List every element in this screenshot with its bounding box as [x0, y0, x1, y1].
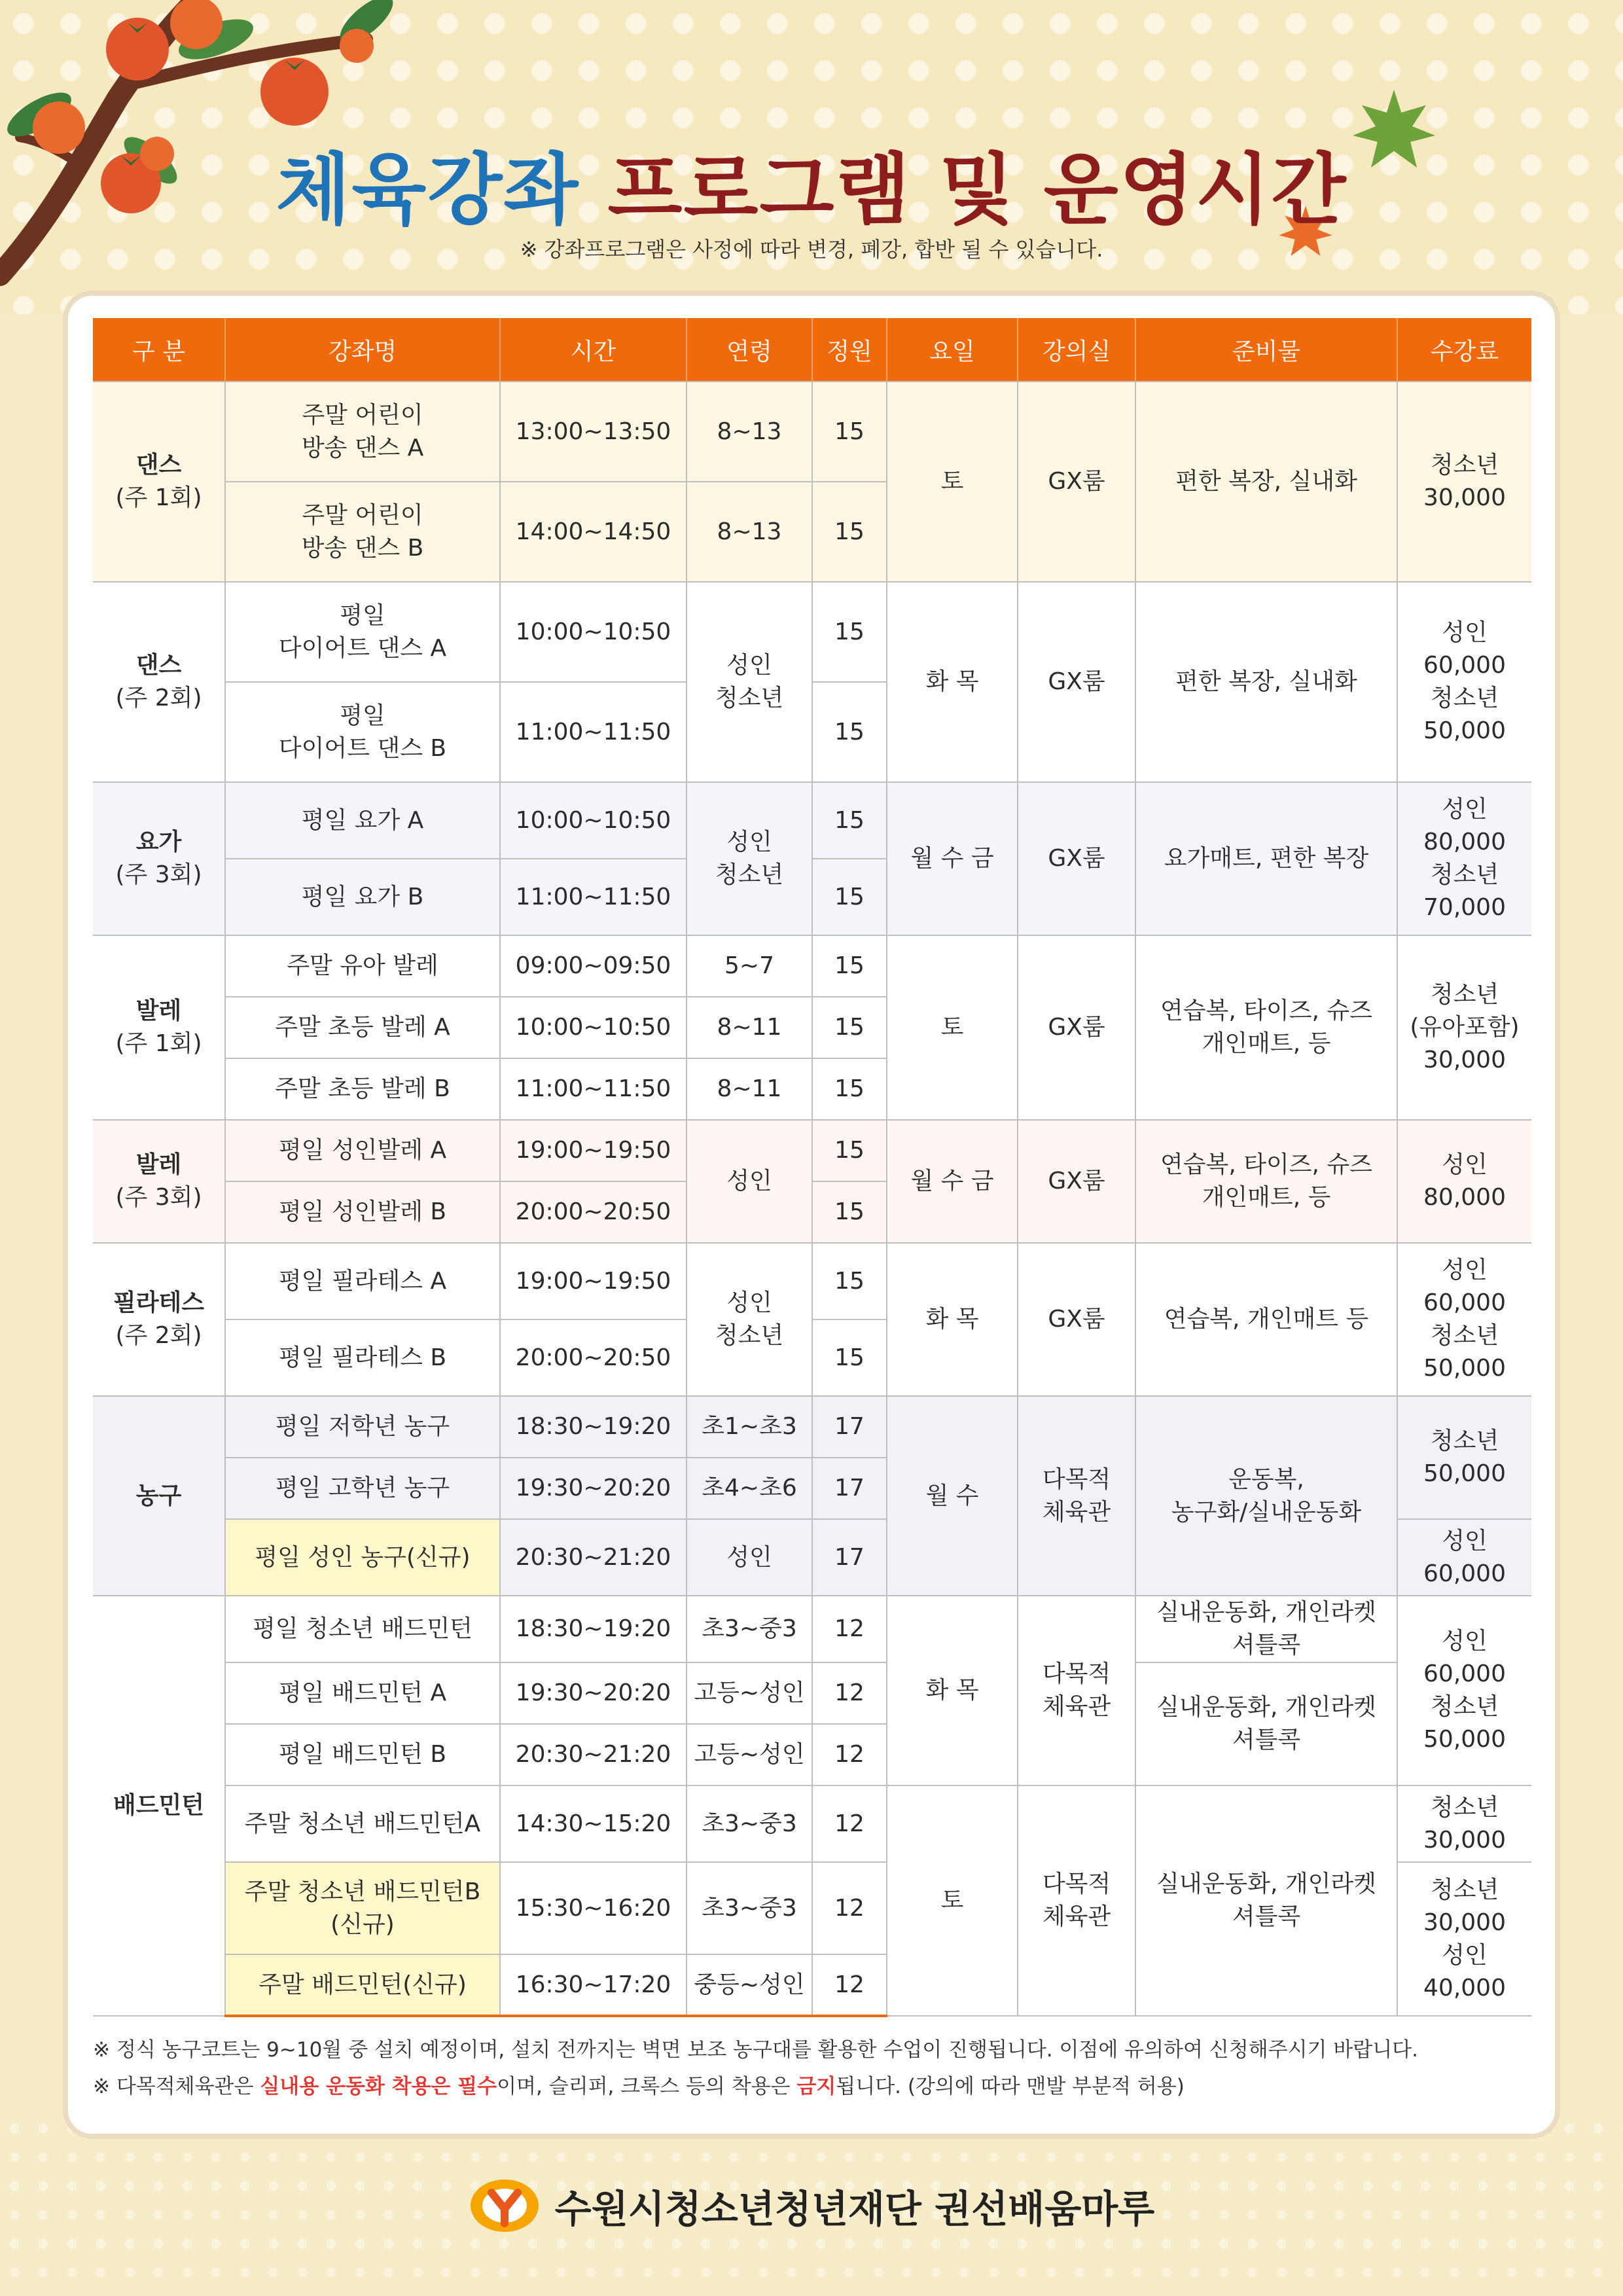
course-name: 평일 필라테스 B [225, 1319, 500, 1396]
course-capacity: 17 [812, 1458, 887, 1519]
note-basketball-court: ※ 정식 농구코트는 9~10월 중 설치 예정이며, 설치 전까지는 벽면 보조 농구대를 활용한 수업이 진행됩니다. 이점에 유의하여 신청해주시기 바랍니다. [93, 2038, 1418, 2062]
course-name: 평일 다이어트 댄스 B [225, 682, 500, 782]
course-capacity: 17 [812, 1396, 887, 1458]
course-day: 월 수 금 [887, 782, 1018, 935]
course-supplies: 연습복, 개인매트 등 [1135, 1243, 1397, 1396]
course-time: 10:00~10:50 [500, 997, 687, 1058]
course-time: 15:30~16:20 [500, 1862, 687, 1954]
course-name: 평일 배드민턴 A [225, 1662, 500, 1724]
course-time: 14:00~14:50 [500, 482, 687, 582]
course-capacity: 15 [812, 482, 887, 582]
category-cell [93, 782, 225, 935]
course-age: 성인 청소년 [687, 582, 812, 782]
course-capacity: 15 [812, 1120, 887, 1181]
course-fee: 청소년 30,000 성인 40,000 [1397, 1862, 1531, 2016]
course-age: 8~11 [687, 1058, 812, 1120]
category-name: 발레 [135, 997, 182, 1024]
course-capacity: 12 [812, 1662, 887, 1724]
category-cell [93, 1396, 225, 1596]
course-day: 월 수 [887, 1396, 1018, 1596]
course-supplies: 실내운동화, 개인라켓 셔틀콕 [1135, 1662, 1397, 1785]
course-fee: 성인 80,000 [1397, 1120, 1531, 1243]
note2-text-c: 됩니다. (강의에 따라 맨발 부분적 허용) [836, 2075, 1185, 2098]
course-age: 8~13 [687, 382, 812, 482]
course-supplies: 요가매트, 편한 복장 [1135, 782, 1397, 935]
course-room: GX룸 [1018, 935, 1135, 1120]
category-name: 발레 [135, 1151, 182, 1178]
course-supplies: 연습복, 타이즈, 슈즈 개인매트, 등 [1135, 935, 1397, 1120]
page-subtitle: ※ 강좌프로그램은 사정에 따라 변경, 폐강, 합반 될 수 있습니다. [520, 237, 1103, 262]
category-cell [93, 382, 225, 582]
notes-section [93, 2032, 1531, 2105]
course-fee: 청소년 30,000 [1397, 382, 1531, 582]
course-time: 20:30~21:20 [500, 1724, 687, 1785]
course-name-new: 주말 배드민턴(신규) [225, 1954, 500, 2016]
category-name: 요가 [135, 829, 182, 855]
course-capacity: 12 [812, 1785, 887, 1862]
course-time: 16:30~17:20 [500, 1954, 687, 2016]
category-frequency: (주 1회) [115, 484, 202, 511]
table-row [93, 1396, 1531, 1458]
table-row [93, 1662, 1531, 1724]
header-capacity: 정원 [812, 318, 887, 382]
organization-name: 수원시청소년청년재단 권선배움마루 [554, 2187, 1155, 2231]
foundation-logo-icon [469, 2176, 541, 2235]
course-day: 토 [887, 1785, 1018, 2016]
course-fee: 성인 80,000 청소년 70,000 [1397, 782, 1531, 935]
course-capacity: 12 [812, 1862, 887, 1954]
category-cell [93, 1596, 225, 2016]
course-capacity: 15 [812, 782, 887, 859]
category-cell [93, 1243, 225, 1396]
course-supplies: 실내운동화, 개인라켓 셔틀콕 [1135, 1785, 1397, 2016]
category-cell [93, 935, 225, 1120]
course-name: 평일 청소년 배드민턴 [225, 1596, 500, 1662]
course-name: 주말 청소년 배드민턴A [225, 1785, 500, 1862]
course-time: 18:30~19:20 [500, 1596, 687, 1662]
course-age: 초4~초6 [687, 1458, 812, 1519]
course-name: 평일 성인발레 A [225, 1120, 500, 1181]
course-age: 중등~성인 [687, 1954, 812, 2016]
course-time: 11:00~11:50 [500, 1058, 687, 1120]
table-row [93, 1243, 1531, 1319]
header-category: 구 분 [93, 318, 225, 382]
course-time: 20:00~20:50 [500, 1319, 687, 1396]
category-cell [93, 1120, 225, 1243]
course-supplies: 운동복, 농구화/실내운동화 [1135, 1396, 1397, 1596]
course-age: 고등~성인 [687, 1724, 812, 1785]
course-time: 11:00~11:50 [500, 859, 687, 935]
category-frequency: (주 2회) [115, 685, 202, 711]
course-room: GX룸 [1018, 1120, 1135, 1243]
category-name: 배드민턴 [113, 1792, 205, 1819]
course-name: 평일 성인발레 B [225, 1181, 500, 1243]
course-supplies: 연습복, 타이즈, 슈즈 개인매트, 등 [1135, 1120, 1397, 1243]
table-row [93, 935, 1531, 997]
course-age: 고등~성인 [687, 1662, 812, 1724]
course-capacity: 12 [812, 1724, 887, 1785]
course-capacity: 17 [812, 1519, 887, 1596]
header-room: 강의실 [1018, 318, 1135, 382]
note2-highlight-forbidden: 금지 [796, 2075, 836, 2098]
program-schedule-table [93, 318, 1531, 2017]
header-fee: 수강료 [1397, 318, 1531, 382]
note2-text-a: ※ 다목적체육관은 [93, 2075, 260, 2098]
course-time: 19:00~19:50 [500, 1243, 687, 1319]
course-age: 성인 청소년 [687, 1243, 812, 1396]
course-time: 20:30~21:20 [500, 1519, 687, 1596]
course-capacity: 12 [812, 1596, 887, 1662]
course-age: 8~11 [687, 997, 812, 1058]
note2-highlight-required: 실내용 운동화 착용은 필수 [260, 2075, 497, 2098]
course-name: 평일 다이어트 댄스 A [225, 582, 500, 682]
course-room: 다목적 체육관 [1018, 1596, 1135, 1785]
course-capacity: 15 [812, 582, 887, 682]
course-room: GX룸 [1018, 782, 1135, 935]
course-fee: 청소년 30,000 [1397, 1785, 1531, 1862]
course-time: 10:00~10:50 [500, 582, 687, 682]
table-row [93, 1120, 1531, 1181]
course-name: 평일 저학년 농구 [225, 1396, 500, 1458]
table-header-row [93, 318, 1531, 382]
course-name: 평일 요가 A [225, 782, 500, 859]
course-name: 평일 고학년 농구 [225, 1458, 500, 1519]
course-capacity: 15 [812, 935, 887, 997]
course-time: 09:00~09:50 [500, 935, 687, 997]
course-name: 평일 요가 B [225, 859, 500, 935]
course-age: 성인 [687, 1519, 812, 1596]
course-time: 18:30~19:20 [500, 1396, 687, 1458]
course-time: 19:30~20:20 [500, 1662, 687, 1724]
course-time: 11:00~11:50 [500, 682, 687, 782]
header-supplies: 준비물 [1135, 318, 1397, 382]
course-room: GX룸 [1018, 1243, 1135, 1396]
course-fee: 성인 60,000 청소년 50,000 [1397, 1243, 1531, 1396]
course-time: 20:00~20:50 [500, 1181, 687, 1243]
footer [0, 2173, 1623, 2238]
note-gym-shoes [93, 2068, 1531, 2105]
table-row [93, 382, 1531, 482]
course-day: 토 [887, 382, 1018, 582]
course-name: 주말 초등 발레 B [225, 1058, 500, 1120]
table-row [93, 1596, 1531, 1662]
course-time: 10:00~10:50 [500, 782, 687, 859]
title-part1: 체육강좌 [276, 145, 580, 235]
category-name: 댄스 [135, 652, 182, 679]
course-fee: 성인 60,000 청소년 50,000 [1397, 1596, 1531, 1785]
header-age: 연령 [687, 318, 812, 382]
course-name-new: 주말 청소년 배드민턴B (신규) [225, 1862, 500, 1954]
course-fee: 성인 60,000 [1397, 1519, 1531, 1596]
note2-text-b: 이며, 슬리퍼, 크록스 등의 착용은 [497, 2075, 797, 2098]
course-fee: 성인 60,000 청소년 50,000 [1397, 582, 1531, 782]
header-course-name: 강좌명 [225, 318, 500, 382]
course-supplies: 편한 복장, 실내화 [1135, 582, 1397, 782]
table-row [93, 1785, 1531, 1862]
course-age: 초1~초3 [687, 1396, 812, 1458]
course-capacity: 15 [812, 997, 887, 1058]
course-day: 화 목 [887, 1243, 1018, 1396]
course-capacity: 12 [812, 1954, 887, 2016]
course-day: 월 수 금 [887, 1120, 1018, 1243]
category-frequency: (주 1회) [115, 1030, 202, 1057]
course-age: 초3~중3 [687, 1596, 812, 1662]
course-capacity: 15 [812, 1181, 887, 1243]
category-name: 댄스 [135, 452, 182, 478]
course-fee: 청소년 50,000 [1397, 1396, 1531, 1519]
course-capacity: 15 [812, 682, 887, 782]
course-supplies: 편한 복장, 실내화 [1135, 382, 1397, 582]
course-capacity: 15 [812, 382, 887, 482]
course-name: 주말 초등 발레 A [225, 997, 500, 1058]
course-age: 초3~중3 [687, 1862, 812, 1954]
course-time: 19:00~19:50 [500, 1120, 687, 1181]
course-capacity: 15 [812, 1058, 887, 1120]
category-name: 농구 [135, 1482, 182, 1509]
course-time: 13:00~13:50 [500, 382, 687, 482]
course-capacity: 15 [812, 1243, 887, 1319]
course-age: 8~13 [687, 482, 812, 582]
course-age: 초3~중3 [687, 1785, 812, 1862]
category-frequency: (주 3회) [115, 1184, 202, 1211]
table-row [93, 782, 1531, 859]
course-name: 주말 어린이 방송 댄스 B [225, 482, 500, 582]
category-frequency: (주 3회) [115, 861, 202, 888]
course-day: 화 목 [887, 1596, 1018, 1785]
category-cell [93, 582, 225, 782]
course-supplies: 실내운동화, 개인라켓 셔틀콕 [1135, 1596, 1397, 1662]
course-name: 평일 필라테스 A [225, 1243, 500, 1319]
course-age: 5~7 [687, 935, 812, 997]
course-name: 주말 어린이 방송 댄스 A [225, 382, 500, 482]
title-part2: 프로그램 및 운영시간 [607, 145, 1347, 235]
course-day: 화 목 [887, 582, 1018, 782]
course-name: 평일 배드민턴 B [225, 1724, 500, 1785]
page-title [0, 128, 1623, 239]
course-name-new: 평일 성인 농구(신규) [225, 1519, 500, 1596]
course-room: 다목적 체육관 [1018, 1396, 1135, 1596]
header-time: 시간 [500, 318, 687, 382]
header-day: 요일 [887, 318, 1018, 382]
course-room: GX룸 [1018, 382, 1135, 582]
course-name: 주말 유아 발레 [225, 935, 500, 997]
course-age: 성인 청소년 [687, 782, 812, 935]
category-name: 필라테스 [113, 1289, 205, 1316]
category-frequency: (주 2회) [115, 1322, 202, 1349]
course-time: 19:30~20:20 [500, 1458, 687, 1519]
course-fee: 청소년 (유아포함) 30,000 [1397, 935, 1531, 1120]
course-capacity: 15 [812, 859, 887, 935]
course-room: GX룸 [1018, 582, 1135, 782]
course-day: 토 [887, 935, 1018, 1120]
course-time: 14:30~15:20 [500, 1785, 687, 1862]
table-row [93, 582, 1531, 682]
course-capacity: 15 [812, 1319, 887, 1396]
course-room: 다목적 체육관 [1018, 1785, 1135, 2016]
course-age: 성인 [687, 1120, 812, 1243]
